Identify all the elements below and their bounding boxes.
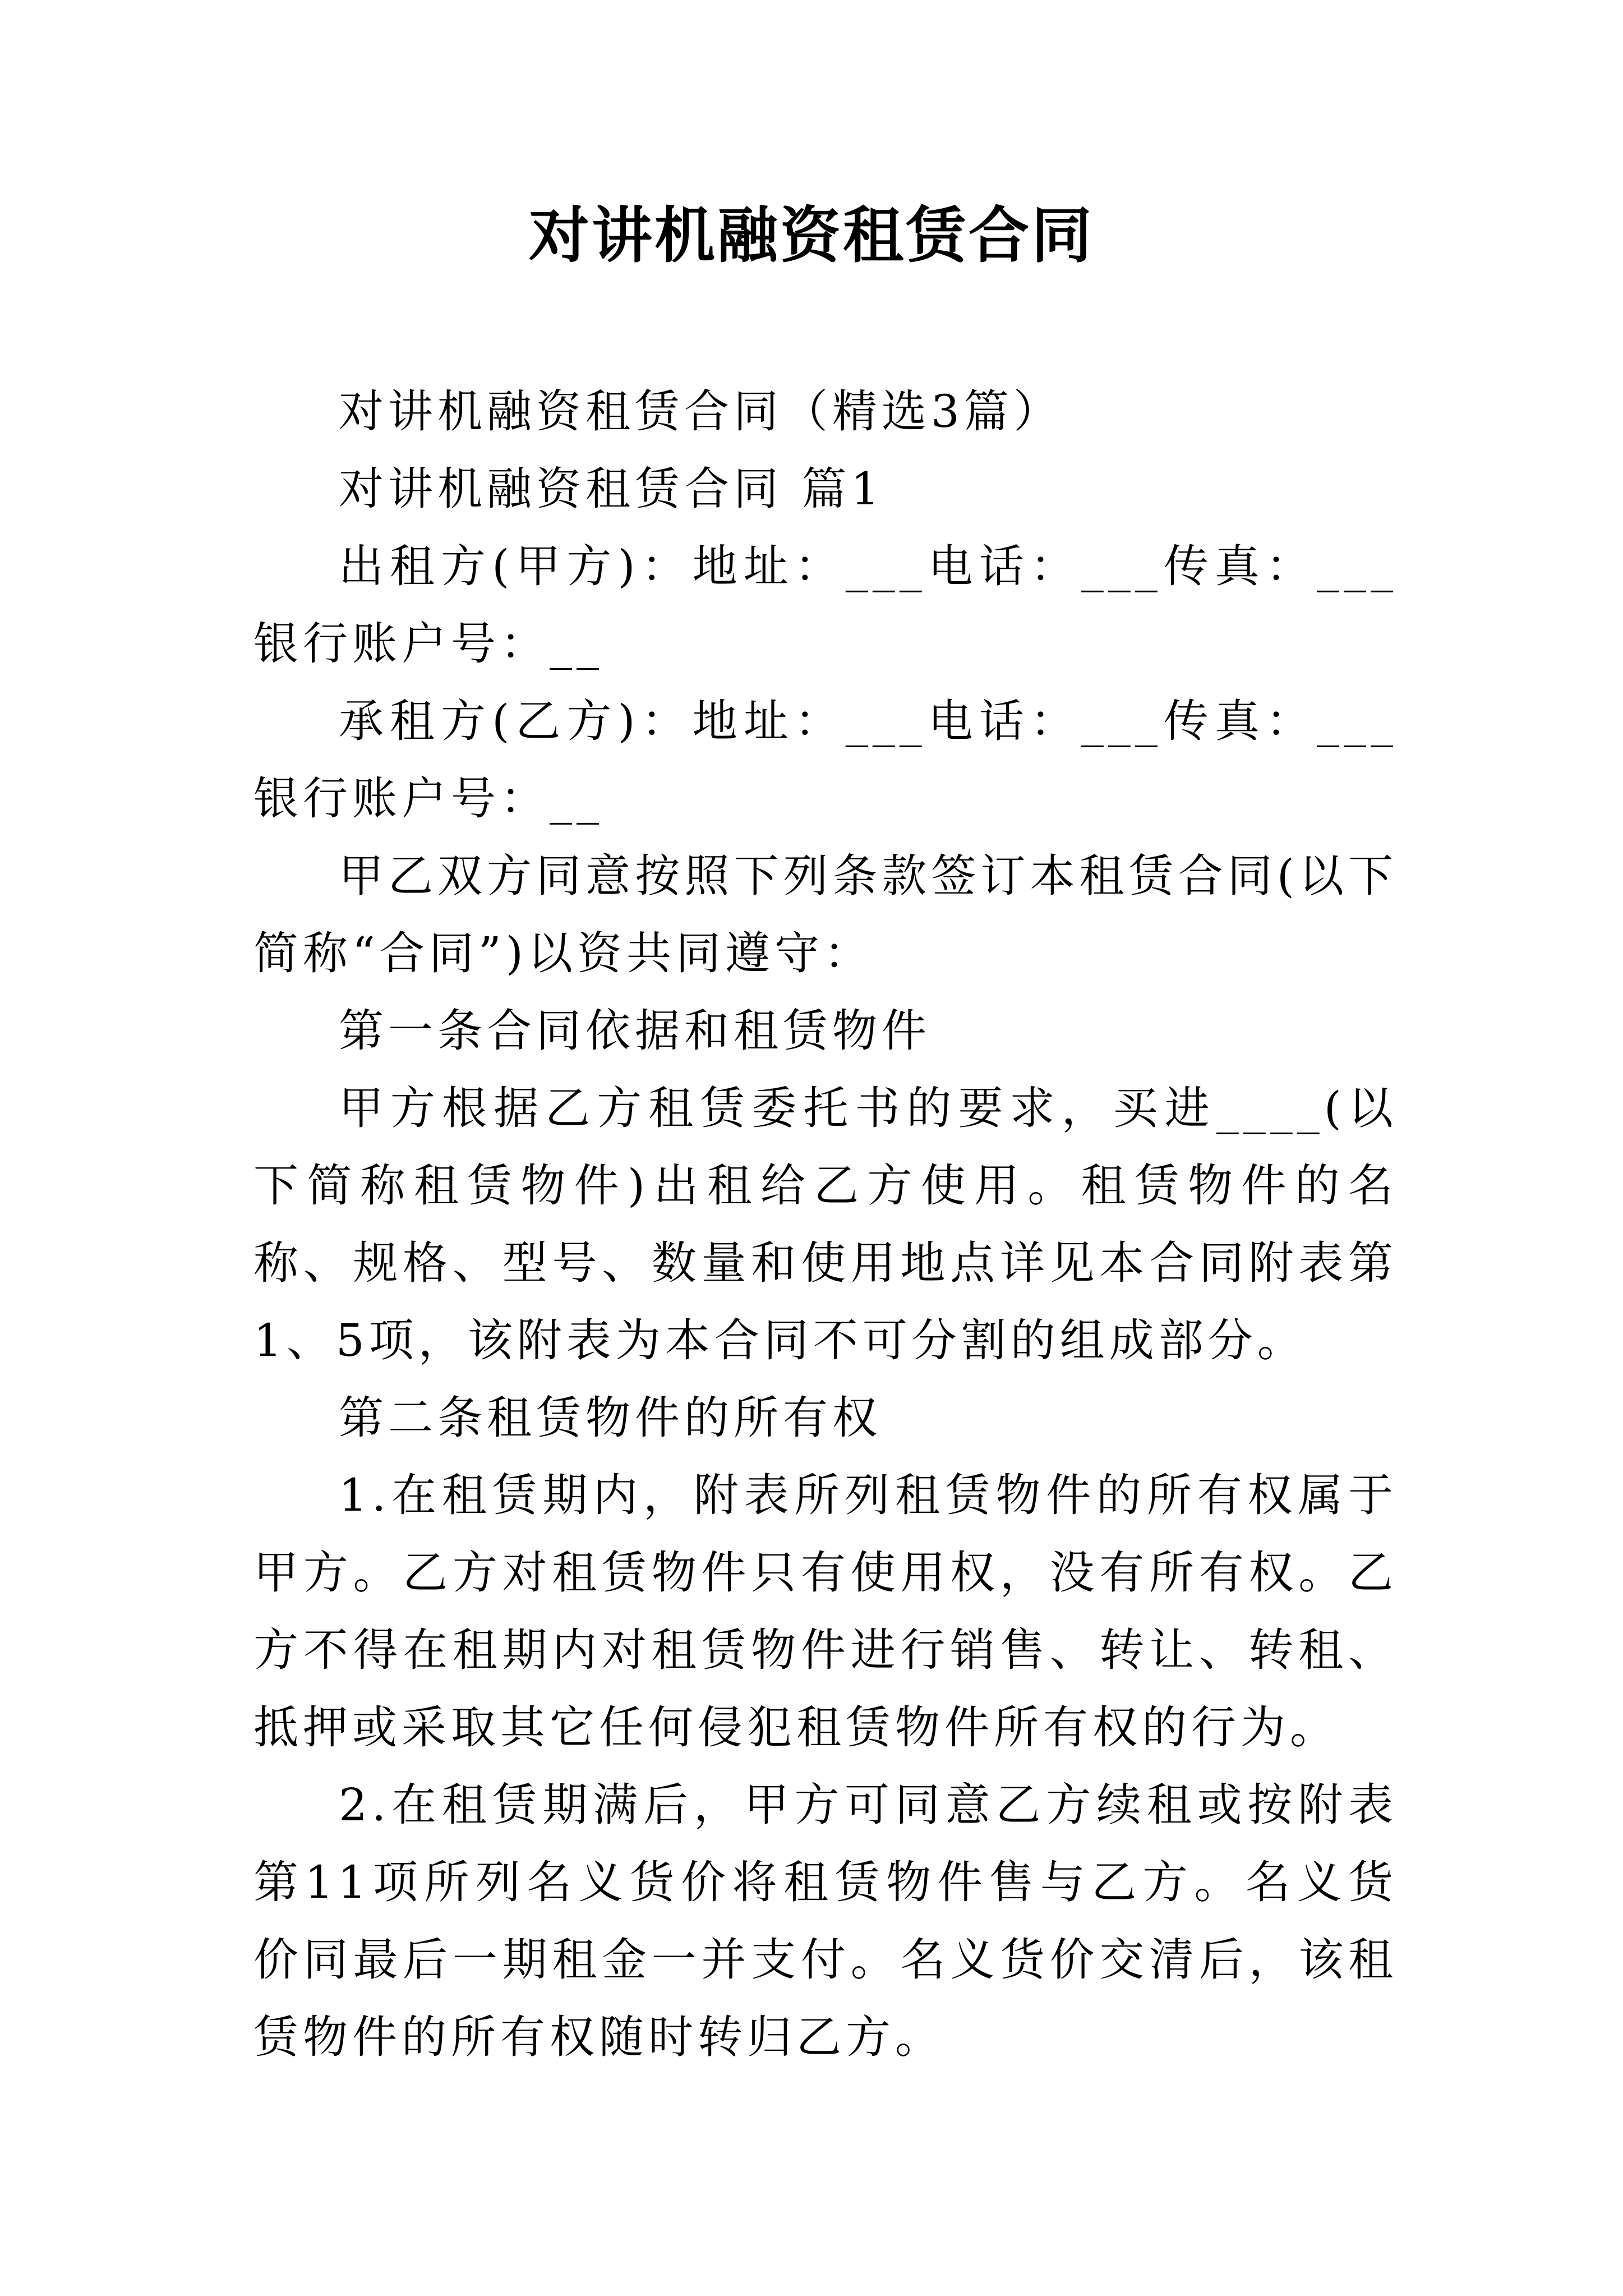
paragraph-lessee-info: 承租方(乙方)：地址：___电话：___传真：___银行账户号：__ (253, 695, 1398, 825)
paragraph-article-2-clause-2: 2.在租赁期满后，甲方可同意乙方续租或按附表第11项所列名义货价将租赁物件售与乙方。名义货价同最后一期租金一并支付。名义货价交清后，该租赁物件的所有权随时转归乙方。 (253, 1779, 1398, 2063)
paragraph-lessor-info: 出租方(甲方)：地址：___电话：___传真：___银行账户号：__ (253, 540, 1398, 670)
paragraph-section-heading: 对讲机融资租赁合同 篇1 (339, 463, 884, 515)
document-body (253, 373, 1398, 2076)
paragraph-subtitle: 对讲机融资租赁合同（精选3篇） (339, 385, 1063, 438)
paragraph-article-2-clause-1: 1.在租赁期内，附表所列租赁物件的所有权属于甲方。乙方对租赁物件只有使用权，没有所有权。乙方不得在租期内对租赁物件进行销售、转让、转租、抵押或采取其它任何侵犯租赁物件所有权的行为。 (253, 1469, 1398, 1754)
document-title: 对讲机融资租赁合同 (528, 200, 1094, 271)
paragraph-article-2-heading: 第二条租赁物件的所有权 (339, 1392, 882, 1444)
paragraph-agreement-intro: 甲乙双方同意按照下列条款签订本租赁合同(以下简称“合同”)以资共同遵守： (253, 850, 1398, 979)
paragraph-article-1-body: 甲方根据乙方租赁委托书的要求，买进____(以下简称租赁物件)出租给乙方使用。租赁物件的名称、规格、型号、数量和使用地点详见本合同附表第1、5项，该附表为本合同不可分割的组成部分。 (253, 1082, 1398, 1366)
paragraph-article-1-heading: 第一条合同依据和租赁物件 (339, 1005, 931, 1057)
